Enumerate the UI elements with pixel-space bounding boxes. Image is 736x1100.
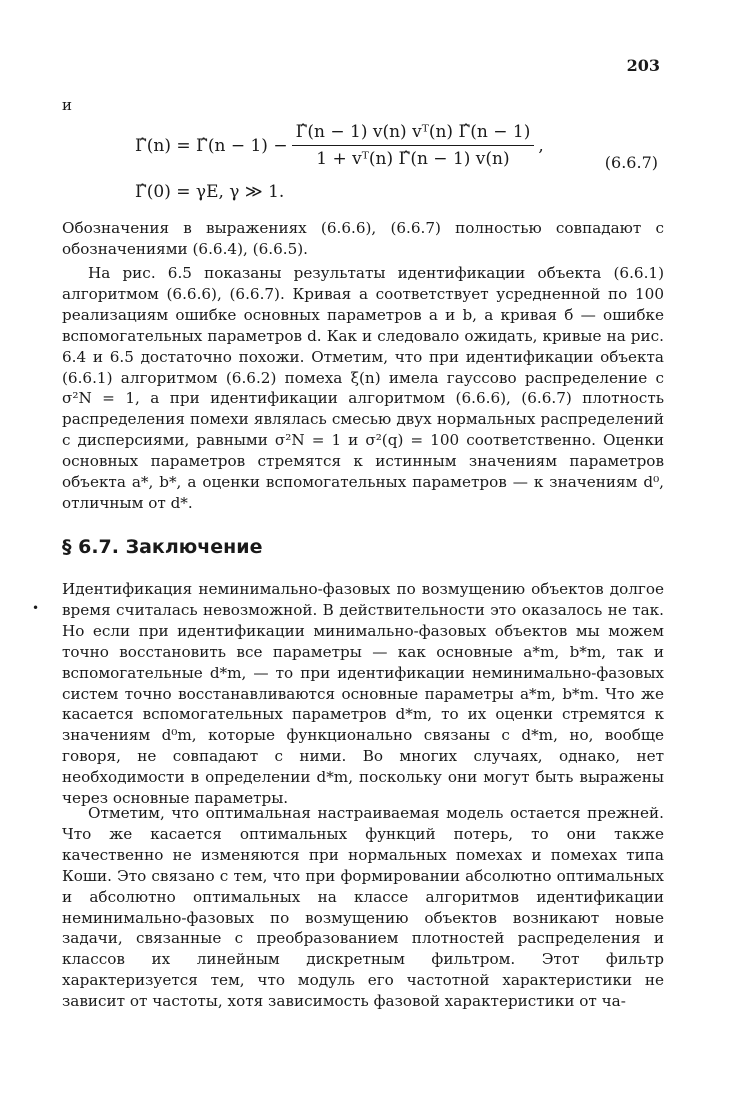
paragraph-results: На рис. 6.5 показаны результаты идентификации объекта (6.6.1) алгоритмом (6.6.6), (6.6.7). Кривая а соответствует усредненной по 100 реализациям ошибке основных параметров a и b, а кривая б — ошибке вспомогательных параметров d. Как и следовало ожидать, кривые на рис. 6.4 и 6.5 достаточно похожи. Отметим, что при идентификации объекта (6.6.1) алгоритмом (6.6.2) помеха ξ(n) имела гауссово распределение с σ²N = 1, а при идентификации алгоритмом (6.6.6), (6.6.7) плотность распределения помехи являлась смесью двух нормальных распределений с дисперсиями, равными σ²N = 1 и σ²(q) = 100 соответственно. Оценки основных параметров стремятся к истинным значениям параметров объекта a*, b*, а оценки вспомогательных параметров — к значениям d⁰, отличным от d*. bbox=[62, 264, 664, 512]
margin-mark: • bbox=[32, 601, 40, 615]
page-number: 203 bbox=[626, 56, 660, 75]
equation-number: (6.6.7) bbox=[604, 153, 658, 172]
paragraph-conclusion-1: Идентификация неминимально-фазовых по возмущению объектов долгое время считалась невозможной. В действительности это оказалось не так. Но если при идентификации минимально-фазовых объектов мы можем точно восстановить все параметры — как основные a*m, b*m, так и вспомогательные d*m, — то при идентификации неминимально-фазовых систем точно восстанавливаются основные параметры a*m, b*m. Что же касается вспомогательных параметров d*m, то их оценки стремятся к значениям d⁰m, которые функционально связаны с d*m, но, вообще говоря, не совпадают с ними. Во многих случаях, однако, нет необходимости в определении d*m, поскольку они могут быть выражены через основные параметры. bbox=[62, 580, 664, 808]
equation-trailing: , bbox=[538, 135, 544, 156]
equation-initial: Γ̂(0) = γE, γ ≫ 1. bbox=[135, 182, 285, 202]
equation-lhs: Γ̂(n) = Γ̂(n − 1) − bbox=[135, 135, 288, 156]
paragraph-notation: Обозначения в выражениях (6.6.6), (6.6.7) полностью совпадают с обозначениями (6.6.4), (6.6.5). bbox=[62, 219, 664, 258]
equation-recursion bbox=[135, 122, 544, 169]
equation-numerator: Γ̂(n − 1) v(n) vᵀ(n) Γ̂(n − 1) bbox=[292, 122, 535, 146]
equation-fraction bbox=[292, 122, 535, 169]
section-heading: § 6.7. Заключение bbox=[62, 536, 263, 558]
paragraph-conclusion-2: Отметим, что оптимальная настраиваемая модель остается прежней. Что же касается оптимальных функций потерь, то они также качественно не изменяются при нормальных помехах и помехах типа Коши. Это связано с тем, что при формировании абсолютно оптимальных и абсолютно оптимальных на классе алгоритмов идентификации неминимально-фазовых по возмущению объектов возникают новые задачи, связанные с преобразованием плотностей распределения и классов их линейным дискретным фильтром. Этот фильтр характеризуется тем, что модуль его частотной характеристики не зависит от частоты, хотя зависимость фазовой характеристики от ча- bbox=[62, 804, 664, 1011]
conjunction: и bbox=[62, 96, 72, 114]
equation-denominator: 1 + vᵀ(n) Γ̂(n − 1) v(n) bbox=[316, 149, 510, 169]
